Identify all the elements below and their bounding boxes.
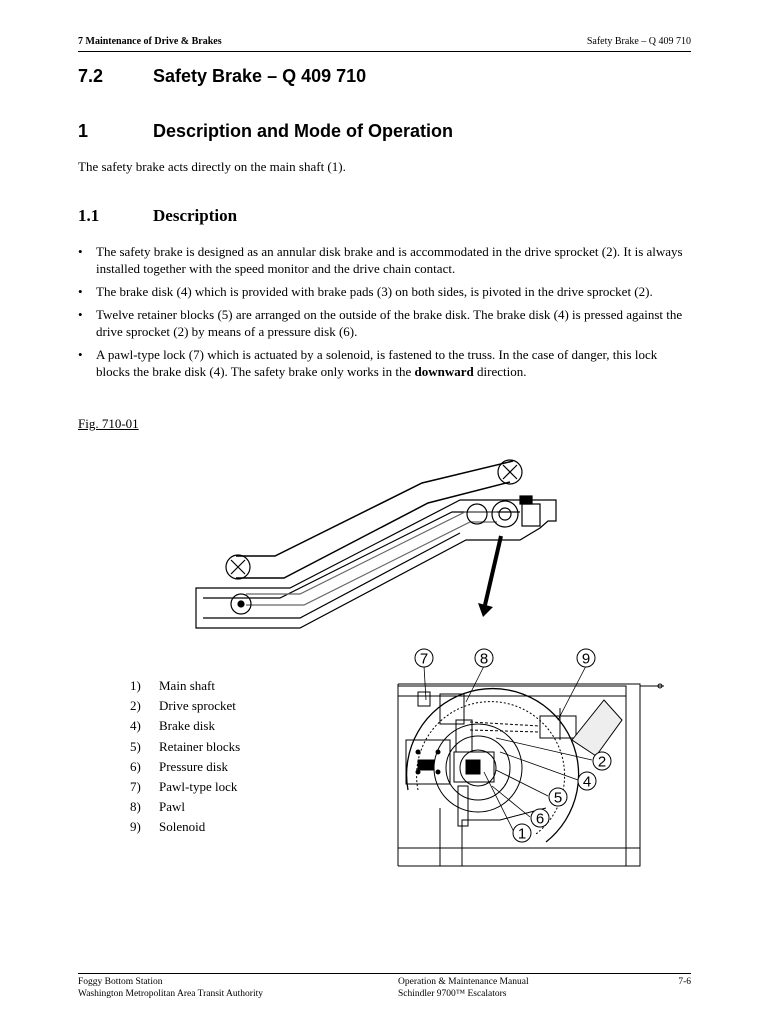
legend-item: 6) Pressure disk: [130, 758, 228, 774]
page-number: 7-6: [678, 977, 691, 987]
sub-subsection-title-text: Description: [153, 206, 238, 225]
legend-item: 9) Solenoid: [130, 819, 206, 835]
footer-left: [78, 976, 263, 1000]
bullet-text-before: A pawl-type lock (7) which is actuated by a solenoid, is fastened to the truss. In the case of danger, this lock blocks the brake disk (4). The safety brake only works in the: [96, 347, 658, 379]
legend-item: 1) Main shaft: [130, 678, 215, 693]
footer-center: [398, 976, 529, 1000]
callout-5: 5: [553, 789, 563, 807]
footer-rule: [78, 973, 691, 974]
callout-8: 8: [479, 650, 489, 668]
footer-authority: Washington Metropolitan Area Transit Authority: [78, 989, 264, 999]
section-number: 7.2: [78, 66, 104, 86]
bullet-text: The safety brake is designed as an annular disk brake and is accommodated in the drive sprocket (2). It is always installed together with the speed monitor and the drive chain contact.: [96, 244, 683, 276]
bullet-dot-icon: •: [78, 284, 83, 299]
bullet-dot-icon: •: [78, 244, 83, 259]
callout-9: 9: [581, 650, 591, 668]
footer-product: Schindler 9700™ Escalators: [398, 989, 507, 999]
bullet-dot-icon: •: [78, 347, 83, 362]
legend-item: 2) Drive sprocket: [130, 698, 236, 714]
sub-subsection-number: 1.1: [78, 206, 100, 225]
subsection-title-text: Description and Mode of Operation: [153, 121, 454, 141]
bullet-text-after: direction.: [473, 364, 527, 379]
callout-1: 1: [517, 825, 527, 843]
bullet-text-bold: downward: [414, 364, 474, 379]
running-header-chapter: 7 Maintenance of Drive & Brakes: [78, 36, 222, 47]
callout-4: 4: [582, 773, 592, 791]
legend-item: 4) Brake disk: [130, 718, 215, 734]
footer-manual: Operation & Maintenance Manual: [398, 977, 529, 987]
legend-item: 5) Retainer blocks: [130, 738, 241, 754]
legend-item: 8) Pawl: [130, 799, 185, 815]
callout-7: 7: [419, 650, 429, 668]
running-header-title: Safety Brake – Q 409 710: [586, 36, 691, 47]
callout-2: 2: [597, 753, 607, 771]
section-title-text: Safety Brake – Q 409 710: [153, 66, 367, 86]
bullet-text: Twelve retainer blocks (5) are arranged on the outside of the brake disk. The brake disk (4) is pressed against the drive sprocket (2) by means of a pressure disk (6).: [96, 307, 683, 339]
legend-item: 7) Pawl-type lock: [130, 779, 238, 795]
footer-station: Foggy Bottom Station: [78, 977, 163, 987]
callout-6: 6: [535, 810, 545, 828]
subsection-number: 1: [78, 121, 89, 141]
intro-paragraph: The safety brake acts directly on the main shaft (1).: [78, 159, 346, 174]
figure-caption: Fig. 710-01: [78, 416, 139, 431]
bullet-dot-icon: •: [78, 307, 83, 322]
bullet-text: The brake disk (4) which is provided with brake pads (3) on both sides, is pivoted in the drive sprocket (2).: [96, 284, 653, 299]
